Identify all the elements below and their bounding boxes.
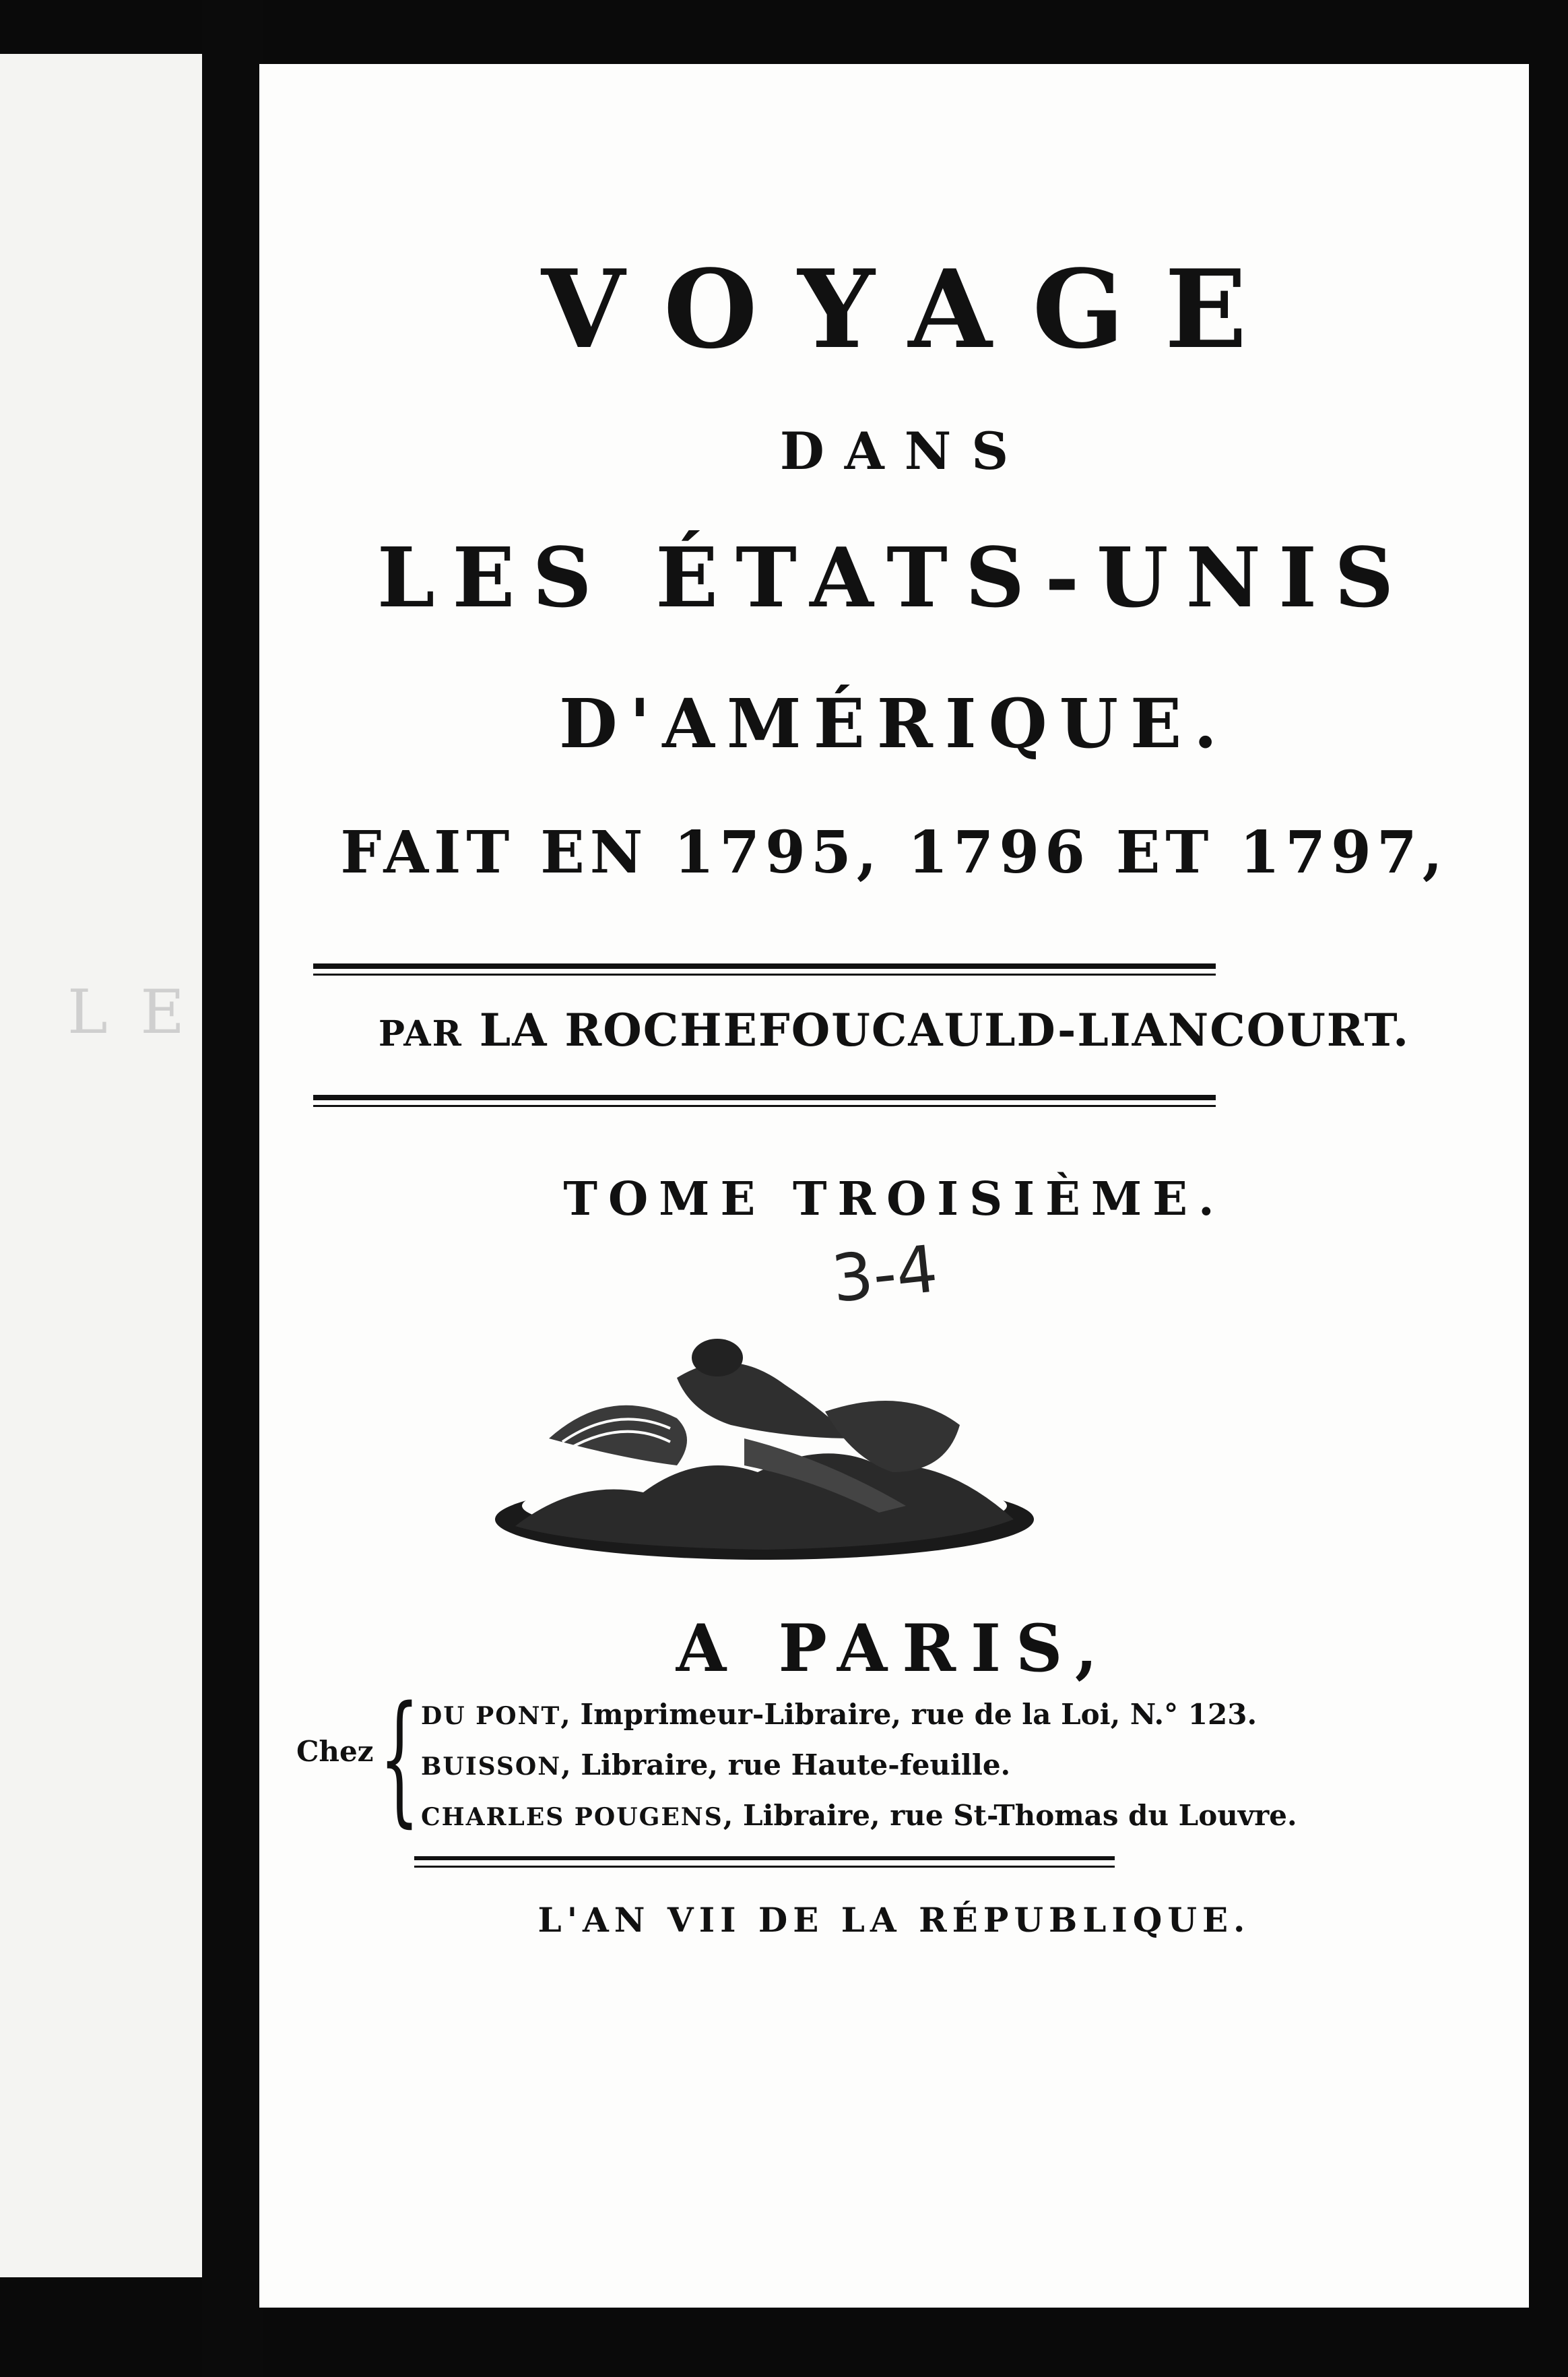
bottom-divider-rule [313,1095,1216,1100]
title-connector: DANS [779,421,1029,481]
handwritten-volume-note: 3-4 [828,1231,942,1317]
volume-label: TOME TROISIÈME. [563,1172,1225,1226]
title-subject-line2: D'AMÉRIQUE. [558,684,1230,763]
imprint-divider-rule-thin [414,1866,1115,1868]
publisher-line-1 [421,1698,1257,1731]
bottom-divider-rule-thin [313,1105,1216,1107]
author-name: LA ROCHEFOUCAULD-LIANCOURT. [479,1004,1410,1056]
imprint-city: A PARIS, [676,1610,1113,1686]
publishers-brace: { [379,1676,420,1841]
imprint-divider-rule [414,1856,1115,1860]
top-divider-rule-thin [313,974,1216,976]
publisher-line-2 [421,1748,1010,1781]
publishers-label: Chez [296,1735,374,1768]
printer-vignette-ornament [475,1304,1054,1573]
author-prefix: PAR [378,1013,463,1054]
publisher-3-name: CHARLES POUGENS [421,1803,723,1831]
publisher-1-address: , Imprimeur-Libraire, rue de la Loi, N.° 123. [560,1698,1257,1731]
publisher-line-3 [421,1799,1297,1832]
left-page-edge [0,54,202,2277]
author-line [259,1004,1529,1056]
book-title: VOYAGE [541,246,1288,373]
publisher-2-address: , Libraire, rue Haute-feuille. [561,1748,1011,1781]
top-divider-rule [313,963,1216,969]
publication-date: L'AN VII DE LA RÉPUBLIQUE. [537,1900,1251,1940]
publisher-1-name: DU PONT [421,1702,561,1730]
travel-dates: FAIT EN 1795, 1796 ET 1797, [340,819,1448,887]
title-subject-line1: LES ÉTATS-UNIS [377,529,1412,626]
title-page [259,64,1529,2308]
left-page-bleed-text: L E [67,977,192,1048]
publisher-2-name: BUISSON [421,1752,562,1781]
book-gutter [202,0,263,2377]
publisher-3-address: , Libraire, rue St-Thomas du Louvre. [723,1799,1297,1832]
